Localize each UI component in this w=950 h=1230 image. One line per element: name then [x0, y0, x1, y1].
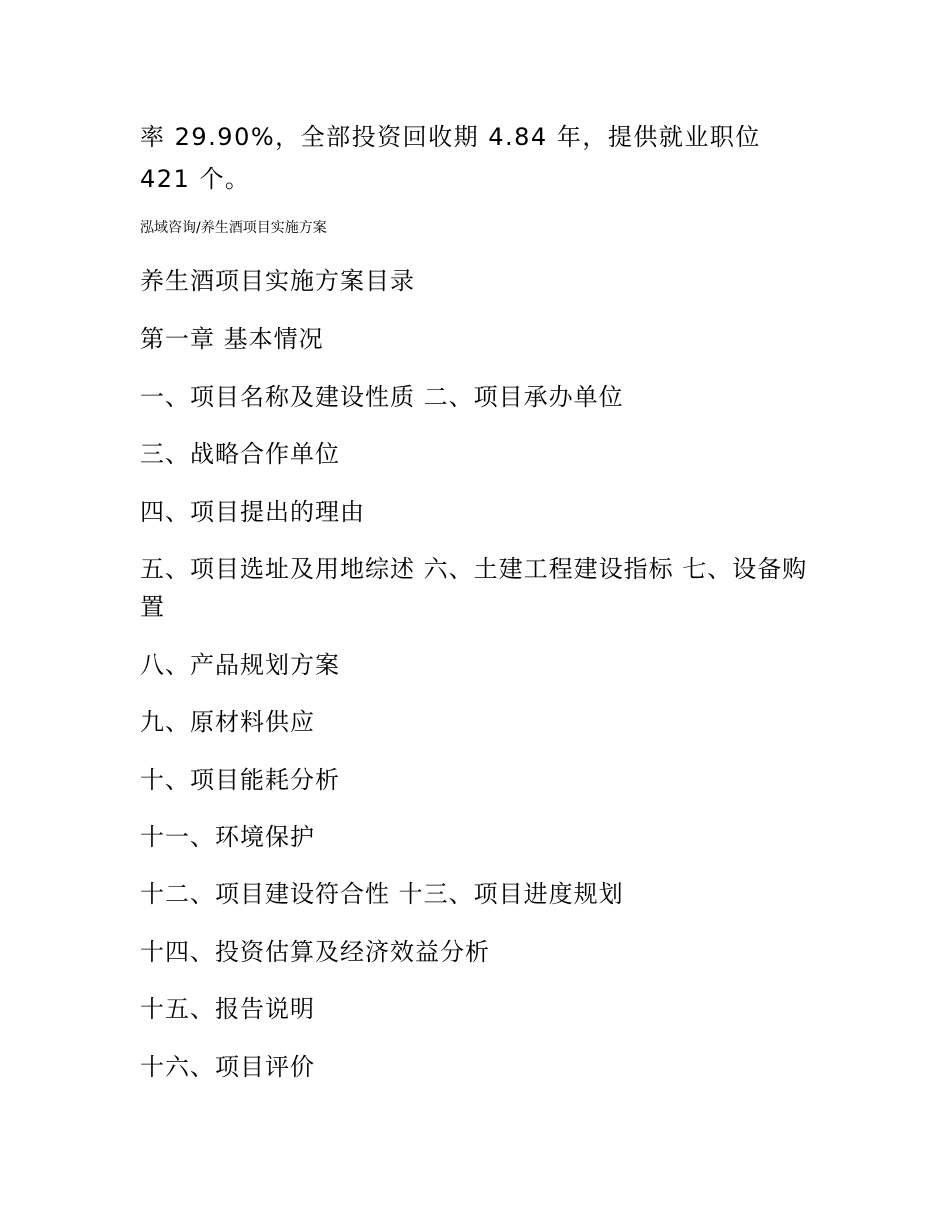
- toc-item: 十六、项目评价: [140, 1053, 315, 1081]
- toc-chapter-1: 第一章 基本情况: [140, 325, 324, 353]
- intro-text-line-1: 率 29.90%，全部投资回收期 4.84 年，提供就业职位: [140, 123, 761, 151]
- toc-title: 养生酒项目实施方案目录: [140, 267, 415, 295]
- toc-item: 三、战略合作单位: [140, 440, 340, 468]
- toc-item: 九、原材料供应: [140, 708, 315, 736]
- toc-item: 十一、环境保护: [140, 823, 315, 851]
- intro-text-line-2: 421 个。: [140, 165, 251, 193]
- toc-item: 十二、项目建设符合性 十三、项目进度规划: [140, 880, 624, 908]
- toc-item: 八、产品规划方案: [140, 651, 340, 679]
- toc-item: 一、项目名称及建设性质 二、项目承办单位: [140, 383, 624, 411]
- toc-item: 十五、报告说明: [140, 995, 315, 1023]
- toc-item: 十四、投资估算及经济效益分析: [140, 938, 490, 966]
- toc-item: 四、项目提出的理由: [140, 498, 365, 526]
- toc-item: 五、项目选址及用地综述 六、土建工程建设指标 七、设备购置: [140, 555, 808, 621]
- toc-item: 十、项目能耗分析: [140, 766, 340, 794]
- running-header: 泓域咨询/养生酒项目实施方案: [140, 220, 327, 236]
